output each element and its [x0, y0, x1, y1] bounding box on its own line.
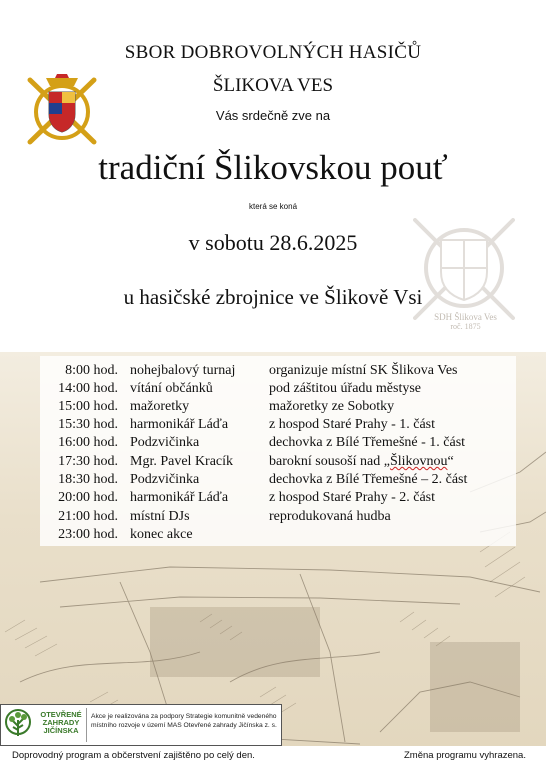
- description-suffix: “: [447, 454, 454, 469]
- schedule-activity: Mgr. Pavel Kracík: [130, 454, 234, 469]
- schedule-time: 21:00 hod.: [58, 509, 118, 524]
- schedule-activity: harmonikář Láďa: [130, 417, 229, 432]
- schedule-description: z hospod Staré Prahy - 2. část: [269, 490, 436, 505]
- schedule-time: 16:00 hod.: [58, 435, 118, 450]
- schedule-description: pod záštitou úřadu městyse: [269, 381, 422, 396]
- schedule-description: z hospod Staré Prahy - 1. část: [269, 417, 436, 432]
- logo-text-line1: OTEVŘENÉ: [40, 710, 82, 719]
- schedule-description: mažoretky ze Sobotky: [269, 399, 395, 414]
- watermark-year: roč. 1875: [450, 322, 481, 331]
- sponsor-note: Akce je realizována za podpory Strategie komunitně vedeného místního rozvoje v území MAS Otevřené zahrady Jičínska z. s.: [91, 713, 277, 729]
- schedule-time: 8:00 hod.: [65, 363, 118, 378]
- schedule-time: 15:30 hod.: [58, 417, 118, 432]
- schedule-activity: harmonikář Láďa: [130, 490, 229, 505]
- village-name: ŠLIKOVA VES: [212, 75, 334, 96]
- schedule-row: [40, 525, 516, 544]
- organization-name: SBOR DOBROVOLNÝCH HASIČŮ: [124, 42, 422, 63]
- schedule-row: [40, 397, 516, 416]
- event-date: v sobotu 28.6.2025: [188, 230, 358, 255]
- schedule-activity: vítání občánků: [130, 381, 213, 396]
- schedule-description: organizuje místní SK Šlikova Ves: [269, 363, 458, 378]
- catering-note: Doprovodný program a občerstvení zajištěno po celý den.: [12, 750, 255, 761]
- description-prefix: barokní sousoší nad „: [269, 454, 390, 469]
- schedule-activity: Podzvičinka: [130, 472, 200, 487]
- fire-brigade-emblem-icon: [22, 72, 102, 148]
- tree-logo-icon: [4, 708, 32, 740]
- logo-text-line2: ZAHRADY: [42, 718, 80, 727]
- schedule-time: 18:30 hod.: [58, 472, 118, 487]
- schedule-row: [40, 470, 516, 489]
- schedule-description: reprodukovaná hudba: [269, 509, 391, 524]
- schedule-activity: Podzvičinka: [130, 435, 200, 450]
- schedule-time: 14:00 hod.: [58, 381, 118, 396]
- schedule-activity: nohejbalový turnaj: [130, 363, 236, 378]
- schedule-activity: konec akce: [130, 527, 193, 542]
- which-text: která se koná: [248, 202, 298, 211]
- schedule-row: [40, 452, 516, 471]
- watermark-text: SDH Šlikova Ves: [434, 312, 497, 322]
- schedule-description: dechovka z Bílé Třemešné – 2. část: [269, 472, 468, 487]
- schedule-time: 15:00 hod.: [58, 399, 118, 414]
- schedule-activity: mažoretky: [130, 399, 190, 414]
- change-reserved-note: Změna programu vyhrazena.: [404, 750, 526, 761]
- logo-divider: [86, 708, 87, 742]
- event-title: tradiční Šlikovskou pouť: [98, 148, 448, 187]
- schedule-row: [40, 379, 516, 398]
- schedule-time: 17:30 hod.: [58, 454, 118, 469]
- schedule-row: [40, 415, 516, 434]
- schedule-row: [40, 361, 516, 380]
- spellcheck-marked-word: Šlikovnou: [389, 454, 448, 469]
- schedule-description: [269, 452, 454, 471]
- schedule-row: [40, 488, 516, 507]
- schedule-time: 20:00 hod.: [58, 490, 118, 505]
- logo-text-line3: JIČÍNSKA: [43, 726, 79, 735]
- invitation-text: Vás srdečně zve na: [215, 108, 331, 123]
- schedule-row: [40, 507, 516, 526]
- schedule-time: 23:00 hod.: [58, 527, 118, 542]
- schedule-activity: místní DJs: [130, 509, 190, 524]
- event-place: u hasičské zbrojnice ve Šlikově Vsi: [123, 285, 423, 309]
- schedule-description: dechovka z Bílé Třemešné - 1. část: [269, 435, 466, 450]
- schedule-row: [40, 433, 516, 452]
